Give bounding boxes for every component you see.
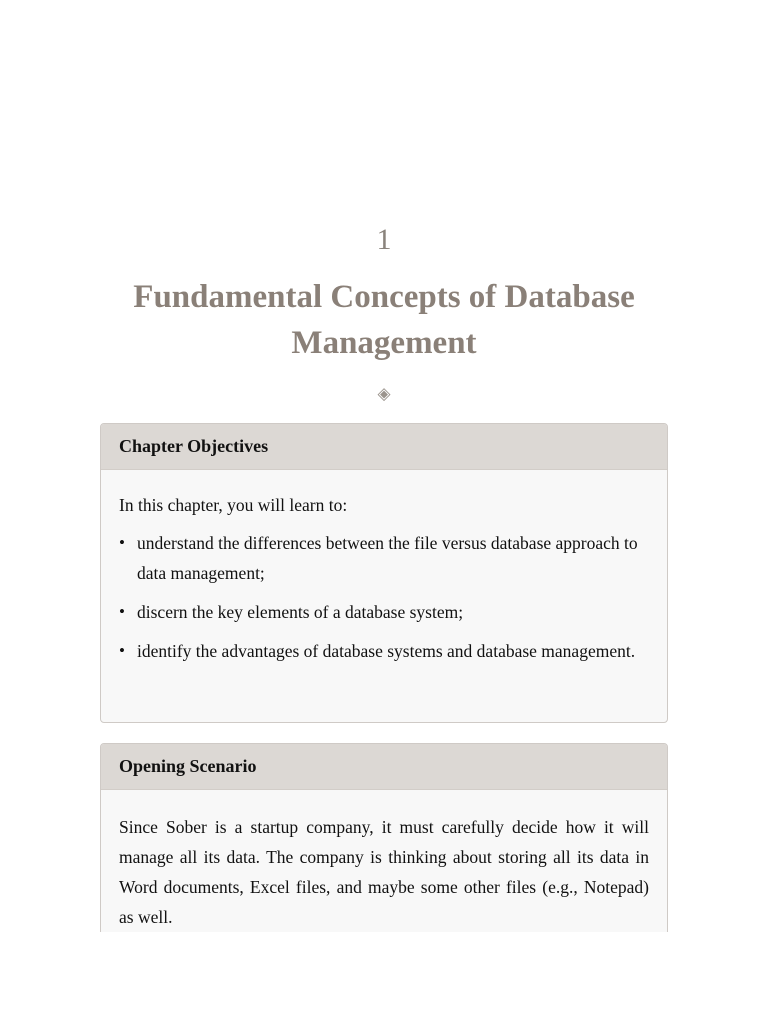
diamond-ornament-icon: ◈	[377, 384, 391, 404]
bullet-icon: •	[119, 533, 125, 552]
list-item	[119, 528, 649, 588]
opening-scenario-heading: Opening Scenario	[101, 744, 667, 790]
chapter-objectives-box	[100, 423, 668, 723]
opening-scenario-box	[100, 743, 668, 932]
list-item	[119, 597, 649, 627]
objectives-list	[119, 528, 649, 666]
chapter-objectives-heading: Chapter Objectives	[101, 424, 667, 470]
opening-scenario-body	[101, 790, 667, 932]
objective-text: discern the key elements of a database system;	[137, 602, 464, 622]
objectives-intro: In this chapter, you will learn to:	[119, 495, 348, 515]
chapter-number: 1	[376, 223, 392, 256]
objective-text: identify the advantages of database systems and database management.	[137, 641, 636, 661]
bullet-icon: •	[119, 641, 125, 660]
objective-text: understand the differences between the file versus database approach to data management;	[137, 533, 638, 583]
bullet-icon: •	[119, 602, 125, 621]
scenario-paragraph: Since Sober is a startup company, it must carefully decide how it will manage all its data. The company is thinking about storing all its data in Word documents, Excel files, and maybe some other files (e.g., Notepad) as well.	[119, 817, 649, 927]
chapter-title: Fundamental Concepts of Database Management	[133, 279, 635, 361]
chapter-objectives-body	[101, 470, 667, 693]
list-item	[119, 636, 649, 666]
